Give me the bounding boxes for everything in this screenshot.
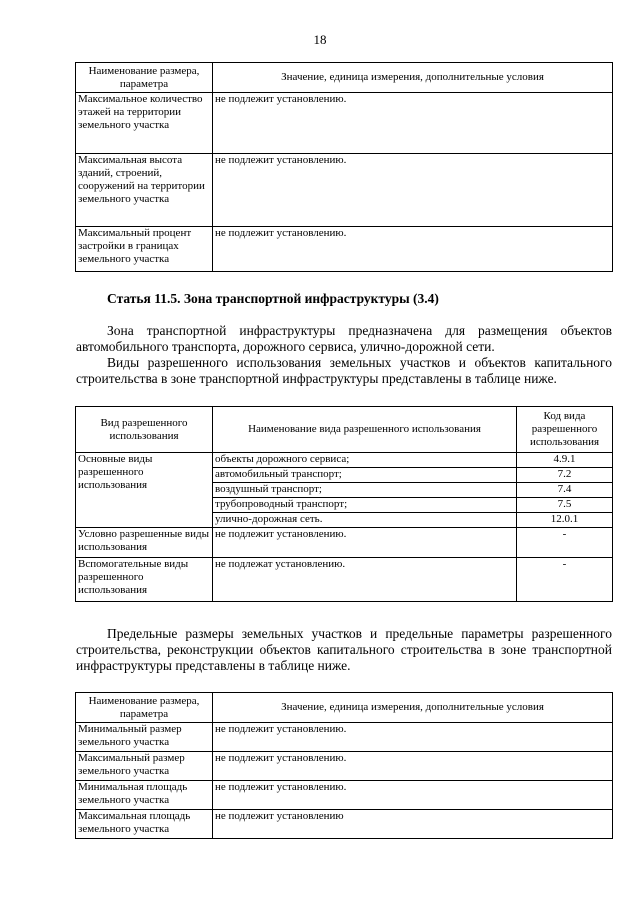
table3-row-2-name: Максимальный размер земельного участка [76,752,213,781]
table3-row-3-name: Минимальная площадь земельного участка [76,781,213,810]
table3-row-1-value: не подлежит установлению. [213,723,613,752]
table2-main-code-3: 7.4 [517,483,613,498]
table2-main-code-5: 12.0.1 [517,513,613,528]
table3-row-3-value: не подлежит установлению. [213,781,613,810]
table2-auxiliary-label: Вспомогательные виды разрешенного использования [76,558,213,602]
table2-conditional-label: Условно разрешенные виды использования [76,528,213,558]
table3-header-value: Значение, единица измерения, дополнительные условия [213,693,613,723]
table2-header-name: Наименование вида разрешенного использования [213,407,517,453]
table3-row-4-name: Максимальная площадь земельного участка [76,810,213,839]
table2-main-item-5: улично-дорожная сеть. [213,513,517,528]
table2-main-code-2: 7.2 [517,468,613,483]
table1-header-name: Наименование размера, параметра [76,63,213,93]
table1-row-1-value: не подлежит установлению. [213,93,613,154]
parameters-table-3 [75,692,613,839]
table2-main-item-3: воздушный транспорт; [213,483,517,498]
table3-row-4-value: не подлежит установлению [213,810,613,839]
table2-main-item-4: трубопроводный транспорт; [213,498,517,513]
table2-main-code-1: 4.9.1 [517,453,613,468]
table2-header-type: Вид разрешенного использования [76,407,213,453]
table3-header-name: Наименование размера, параметра [76,693,213,723]
table2-auxiliary-value: не подлежат установлению. [213,558,517,602]
table3-row-1-name: Минимальный размер земельного участка [76,723,213,752]
table1-row-3-name: Максимальный процент застройки в границах земельного участка [76,227,213,272]
table2-auxiliary-code: - [517,558,613,602]
table2-conditional-value: не подлежит установлению. [213,528,517,558]
table2-main-code-4: 7.5 [517,498,613,513]
table1-row-3-value: не подлежит установлению. [213,227,613,272]
paragraph-use-types-intro: Виды разрешенного использования земельных участков и объектов капитального строительства в зоне транспортной инфраструктуры представлены в таблице ниже. [76,355,612,386]
parameters-table-1 [75,62,613,272]
paragraph-limits-intro: Предельные размеры земельных участков и предельные параметры разрешенного строительства, реконструкции объектов капитального строительства в зоне транспортной инфраструктуры представлены в таблице ниже. [76,626,612,673]
table2-conditional-code: - [517,528,613,558]
table2-main-item-2: автомобильный транспорт; [213,468,517,483]
table1-header-value: Значение, единица измерения, дополнительные условия [213,63,613,93]
table2-main-label: Основные виды разрешенного использования [76,453,213,528]
table1-row-1-name: Максимальное количество этажей на территории земельного участка [76,93,213,154]
table3-row-2-value: не подлежит установлению. [213,752,613,781]
paragraph-zone-purpose: Зона транспортной инфраструктуры предназначена для размещения объектов автомобильного транспорта, дорожного сервиса, улично-дорожной сети. [76,323,612,354]
page-number: 18 [313,32,327,47]
table1-row-2-value: не подлежит установлению. [213,154,613,227]
table2-main-item-1: объекты дорожного сервиса; [213,453,517,468]
table1-row-2-name: Максимальная высота зданий, строений, сооружений на территории земельного участка [76,154,213,227]
table2-header-code: Код вида разрешенного использования [517,407,613,453]
article-heading: Статья 11.5. Зона транспортной инфраструктуры (3.4) [107,291,439,306]
use-types-table [75,406,613,602]
